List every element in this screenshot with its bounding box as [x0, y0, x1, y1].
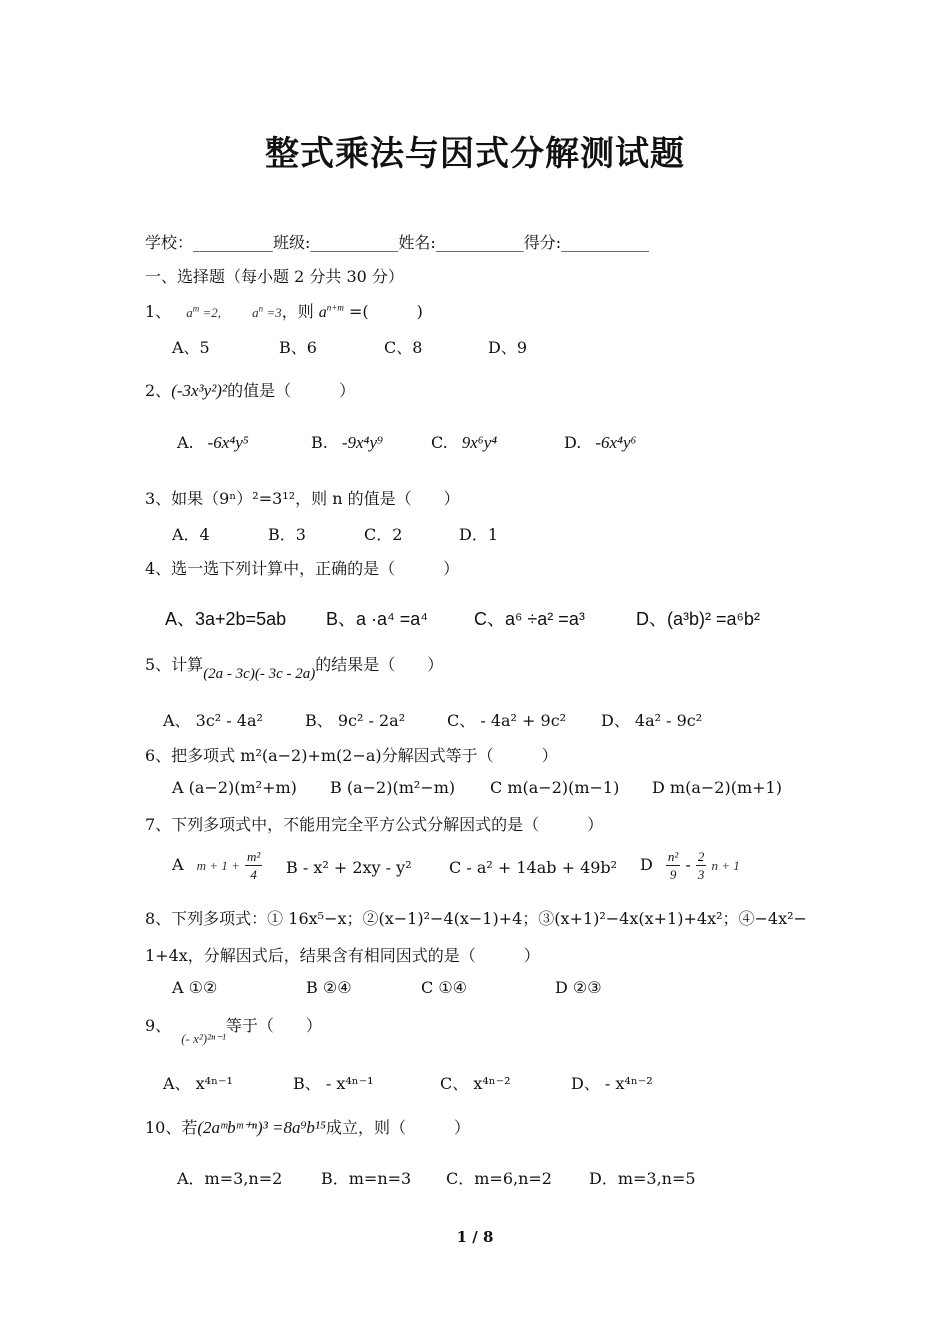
question-7-stem: 7、下列多项式中，不能用完全平方公式分解因式的是（ ） [145, 815, 604, 834]
question-3-option-d: D．1 [459, 525, 499, 544]
question-1-option-b: B、6 [279, 338, 317, 357]
question-3-option-c: C．2 [364, 525, 403, 544]
question-1-option-a: A、5 [172, 338, 210, 357]
question-5-option-b: B、 9c² - 2a² [305, 711, 406, 730]
question-5-stem: 5、计算(2a - 3c)(- 3c - 2a)的结果是（ ） [145, 655, 444, 682]
question-8-option-d: D ②③ [555, 978, 602, 997]
question-9-stem: 9、$_{(- x^2)^{2n-1}}$等于（ ） [145, 1016, 322, 1046]
question-5-option-a: A、 3c² - 4a² [163, 711, 263, 730]
question-8-option-b: B ②④ [306, 978, 352, 997]
student-info-line: 学校：__________班级:___________姓名:___________得分:___________ [145, 233, 650, 252]
question-3-stem: 3、如果（9ⁿ）²=3¹²，则 n 的值是（ ） [145, 489, 460, 508]
question-7-option-b: B - x² + 2xy - y² [286, 858, 412, 877]
question-1-option-d: D、9 [488, 338, 528, 357]
question-1-stem: 1、 $a^m =2$, $a^n =3$，则 $a^{n+m}$ =( ) [145, 302, 423, 321]
question-6-option-a: A (a−2)(m²+m) [172, 778, 297, 797]
question-5-option-d: D、 4a² - 9c² [601, 711, 703, 730]
question-6-option-d: D m(a−2)(m+1) [652, 778, 782, 797]
question-4-stem: 4、选一选下列计算中，正确的是（ ） [145, 559, 460, 578]
question-4-option-a: A、3a+2b=5ab [165, 609, 287, 629]
question-9-option-c: C、 x⁴ⁿ⁻² [440, 1074, 511, 1093]
question-3-option-b: B．3 [268, 525, 306, 544]
question-4-option-c: C、a⁶ ÷a² =a³ [474, 609, 585, 629]
question-6-stem: 6、把多项式 m²(a−2)+m(2−a)分解因式等于（ ） [145, 746, 558, 765]
question-10-option-a: A．m=3,n=2 [177, 1169, 283, 1188]
question-7-option-a: A m + 1 + $\frac{\text{m²}}{4}$ [172, 849, 261, 882]
question-2-option-a: A. -6x⁴y⁵ [177, 433, 249, 452]
question-1-option-c: C、8 [384, 338, 423, 357]
question-5-option-c: C、 - 4a² + 9c² [447, 711, 567, 730]
question-8-stem-line-1: 8、下列多项式：① 16x⁵−x；②(x−1)²−4(x−1)+4；③(x+1)²−4x(x+1)+4x²；④−4x²− [145, 909, 807, 928]
question-10-stem: 10、若(2aᵐbᵐ⁺ⁿ)³ =8a⁹b¹⁵成立，则（ ） [145, 1118, 470, 1137]
page-number: 1 / 8 [456, 1228, 494, 1246]
question-2-option-d: D. -6x⁴y⁶ [564, 433, 637, 452]
question-2-option-b: B. -9x⁴y⁹ [311, 433, 383, 452]
question-2-option-c: C. 9x⁶y⁴ [431, 433, 498, 452]
question-6-option-c: C m(a−2)(m−1) [490, 778, 620, 797]
page-title: 整式乘法与因式分解测试题 [265, 134, 685, 174]
question-3-option-a: A．4 [172, 525, 210, 544]
question-7-option-c: C - a² + 14ab + 49b² [449, 858, 618, 877]
question-8-option-a: A ①② [172, 978, 218, 997]
question-9-option-b: B、 - x⁴ⁿ⁻¹ [293, 1074, 374, 1093]
question-6-option-b: B (a−2)(m²−m) [330, 778, 456, 797]
question-7-option-d: D $\frac{\text{n²}}{9}$ - $\frac{2}{3}$ n + 1 [640, 849, 740, 882]
section-heading: 一、选择题（每小题 2 分共 30 分） [145, 267, 404, 286]
question-10-option-b: B．m=n=3 [321, 1169, 412, 1188]
question-9-option-d: D、 - x⁴ⁿ⁻² [571, 1074, 653, 1093]
question-10-option-c: C．m=6,n=2 [446, 1169, 552, 1188]
question-4-option-b: B、a ·a⁴ =a⁴ [326, 609, 429, 629]
question-10-option-d: D．m=3,n=5 [589, 1169, 696, 1188]
question-8-option-c: C ①④ [421, 978, 468, 997]
question-2-stem: 2、(-3x³y²)²的值是（ ） [145, 381, 356, 400]
question-9-option-a: A、 x⁴ⁿ⁻¹ [163, 1074, 233, 1093]
question-8-stem-line-2: 1+4x，分解因式后，结果含有相同因式的是（ ） [145, 946, 540, 965]
question-4-option-d: D、(a³b)² =a⁶b² [636, 609, 760, 629]
